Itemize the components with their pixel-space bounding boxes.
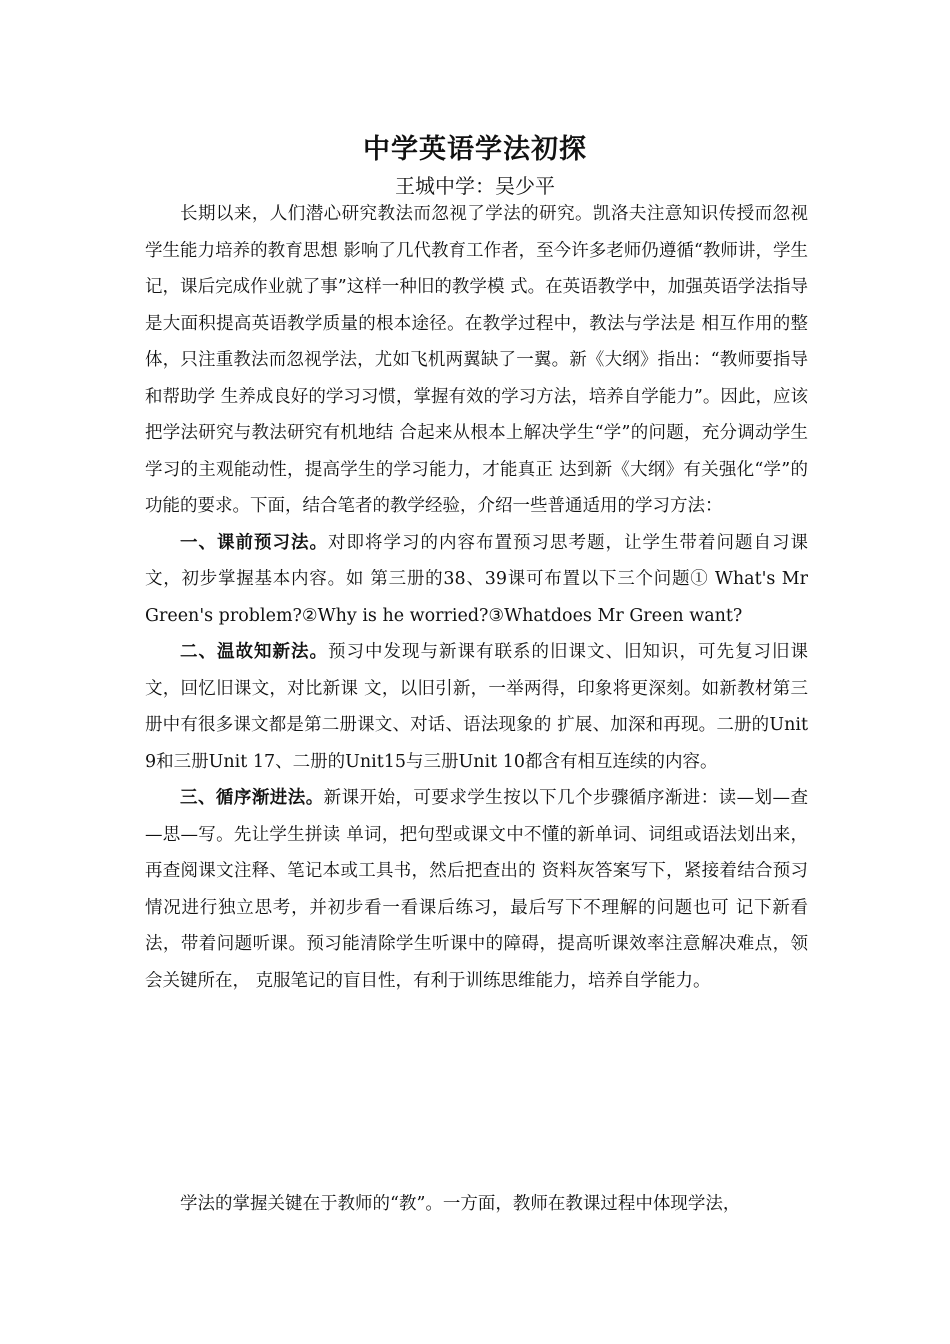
section-heading: 三、循序渐进法。	[180, 788, 324, 808]
section-text: 新课开始，可要求学生按以下几个步骤循序渐进：读—划—查—思—写。先让学生拼读 单词，把句型或课文中不懂的新单词、词组或语法划出来，再查阅课文注释、笔记本或工具书，然后把查出的 资料灰答案写下，紧接着结合预习情况进行独立思考，并初步看一看课后练习，最后写下不理解的问题也可 记下新看法，带着问题听课。预习能清除学生听课中的障碍，提高听课效率注意解决难点，领会关键所在， 克服笔记的盲目性，有利于训练思维能力，培养自学能力。	[145, 788, 809, 991]
section-text: 对即将学习的内容布置预习思考题，让学生带着问题自习课文，初步掌握基本内容。如 第三册的38、39课可布置以下三个问题① What's Mr Green's problem?②Why is he worried?③Whatdoes Mr Green want?	[145, 532, 808, 626]
section-paragraph-stepwise	[145, 780, 808, 999]
closing-paragraph: 学法的掌握关键在于教师的“教”。一方面，教师在教课过程中体现学法，	[180, 1194, 741, 1214]
section-paragraph-preview	[145, 525, 808, 635]
section-paragraph-review	[145, 634, 808, 780]
intro-paragraph: 长期以来，人们潜心研究教法而忽视了学法的研究。凯洛夫注意知识传授而忽视学生能力培养的教育思想 影响了几代教育工作者，至今许多老师仍遵循“教师讲，学生记，课后完成作业就了事”这样一种旧的教学模 式。在英语教学中，加强英语学法指导是大面积提高英语教学质量的根本途径。在教学过程中，教法与学法是 相互作用的整体，只注重教法而忽视学法，尤如飞机两翼缺了一翼。新《大纲》指出：“教师要指导和帮助学 生养成良好的学习习惯，掌握有效的学习方法，培养自学能力”。因此，应该把学法研究与教法研究有机地结 合起来从根本上解决学生“学”的问题，充分调动学生学习的主观能动性，提高学生的学习能力，才能真正 达到新《大纲》有关强化“学”的功能的要求。下面，结合笔者的教学经验，介绍一些普通适用的学习方法：	[145, 204, 808, 516]
section-heading: 二、温故知新法。	[180, 642, 328, 662]
document-body	[145, 196, 808, 999]
section-text: 预习中发现与新课有联系的旧课文、旧知识，可先复习旧课文，回忆旧课文，对比新课 文，以旧引新，一举两得，印象将更深刻。如新教材第三册中有很多课文都是第二册课文、对话、语法现象的 扩展、加深和再现。二册的Unit 9和三册Unit 17、二册的Unit15与三册Unit 10都含有相互连续的内容。	[145, 642, 808, 772]
document-title: 中学英语学法初探	[363, 134, 587, 165]
author-line: 王城中学：吴少平	[395, 174, 555, 198]
section-heading: 一、课前预习法。	[180, 532, 328, 553]
